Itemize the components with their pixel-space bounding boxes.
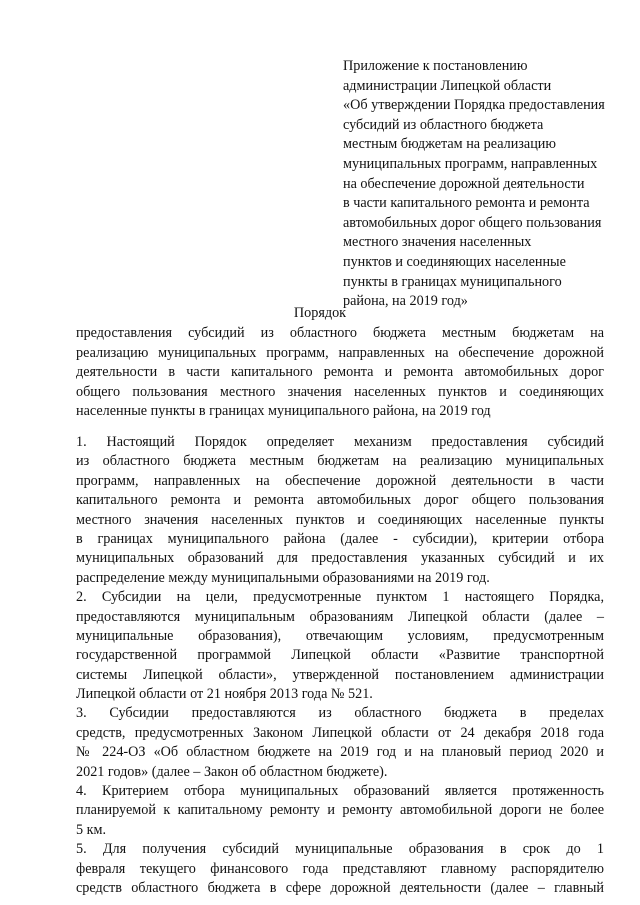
subtitle-line: общего пользования местного значения населенных пунктов и соединяющих xyxy=(76,383,604,400)
paragraph-line: муниципальных образований для предоставления указанных субсидий и их xyxy=(76,550,604,567)
subtitle-line: предоставления субсидий из областного бюджета местным бюджетам на xyxy=(76,325,604,341)
subtitle-line: деятельности в части капитального ремонта и ремонта автомобильных дорог xyxy=(76,364,604,381)
paragraph-line: муниципальные образования), отвечающим условиям, предусмотренным xyxy=(76,627,604,644)
paragraph-line: из областного бюджета местным бюджетам на реализацию муниципальных xyxy=(76,453,604,470)
paragraph-line: 2. Субсидии на цели, предусмотренные пунктом 1 настоящего Порядка, xyxy=(76,589,604,606)
paragraph-line: предоставляются муниципальным образованиям Липецкой области (далее – xyxy=(76,608,604,625)
paragraph-line: государственной программой Липецкой области «Развитие транспортной xyxy=(76,647,604,664)
paragraph-line: 3. Субсидии предоставляются из областного бюджета в пределах xyxy=(76,705,604,722)
paragraph-line: 1. Настоящий Порядок определяет механизм предоставления субсидий xyxy=(76,434,604,450)
paragraph-1 xyxy=(76,433,604,588)
subtitle-line: реализацию муниципальных программ, направленных на обеспечение дорожной xyxy=(76,344,604,361)
paragraph-line: средств, предусмотренных Законом Липецкой области от 24 декабря 2018 года xyxy=(76,724,604,741)
paragraph-line: Липецкой области от 21 ноября 2013 года № 521. xyxy=(76,686,373,703)
document-subtitle xyxy=(76,324,604,422)
paragraph-line: в границах муниципального района (далее - субсидии), критерии отбора xyxy=(76,530,604,547)
appendix-line: пунктов и соединяющих населенные xyxy=(343,253,566,270)
paragraph-line: 5 км. xyxy=(76,821,107,838)
appendix-line: субсидий из областного бюджета xyxy=(343,116,544,133)
paragraph-line: местного значения населенных пунктов и соединяющих населенные пункты xyxy=(76,511,604,528)
paragraph-5 xyxy=(76,840,604,898)
appendix-line: в части капитального ремонта и ремонта xyxy=(343,195,590,212)
document-body xyxy=(76,433,604,898)
appendix-line: муниципальных программ, направленных xyxy=(343,155,598,172)
paragraph-line: средств областного бюджета в сфере дорожной деятельности (далее – главный xyxy=(76,879,604,896)
appendix-line: местным бюджетам на реализацию xyxy=(343,136,556,153)
paragraph-line: № 224-ОЗ «Об областном бюджете на 2019 год и на плановый период 2020 и xyxy=(76,744,604,761)
paragraph-line: 5. Для получения субсидий муниципальные образования в срок до 1 xyxy=(76,841,604,858)
appendix-line: администрации Липецкой области xyxy=(343,77,552,94)
paragraph-line: системы Липецкой области», утвержденной постановлением администрации xyxy=(76,666,604,683)
appendix-line: района, на 2019 год» xyxy=(343,293,468,310)
paragraph-line: программ, направленных на обеспечение дорожной деятельности в части xyxy=(76,472,604,489)
appendix-line: местного значения населенных xyxy=(343,234,532,251)
paragraph-line: капитального ремонта и ремонта автомобильных дорог общего пользования xyxy=(76,492,604,509)
paragraph-3 xyxy=(76,704,604,782)
paragraph-line: 4. Критерием отбора муниципальных образований является протяженность xyxy=(76,783,604,800)
appendix-line: «Об утверждении Порядка предоставления xyxy=(343,97,605,114)
subtitle-line: населенные пункты в границах муниципального района, на 2019 год xyxy=(76,403,491,420)
paragraph-line: 2021 годов» (далее – Закон об областном бюджете). xyxy=(76,763,388,780)
appendix-line: пункты в границах муниципального xyxy=(343,273,562,290)
paragraph-4 xyxy=(76,782,604,840)
document-title: Порядок xyxy=(293,305,347,321)
appendix-line: Приложение к постановлению xyxy=(343,58,528,74)
paragraph-2 xyxy=(76,588,604,704)
appendix-line: на обеспечение дорожной деятельности xyxy=(343,175,585,192)
paragraph-line: планируемой к капитальному ремонту и ремонту автомобильной дороги не более xyxy=(76,802,604,819)
appendix-header xyxy=(343,57,633,312)
appendix-line: автомобильных дорог общего пользования xyxy=(343,214,602,231)
paragraph-line: распределение между муниципальными образованиями на 2019 год. xyxy=(76,569,490,586)
paragraph-line: февраля текущего финансового года представляют главному распорядителю xyxy=(76,860,604,877)
